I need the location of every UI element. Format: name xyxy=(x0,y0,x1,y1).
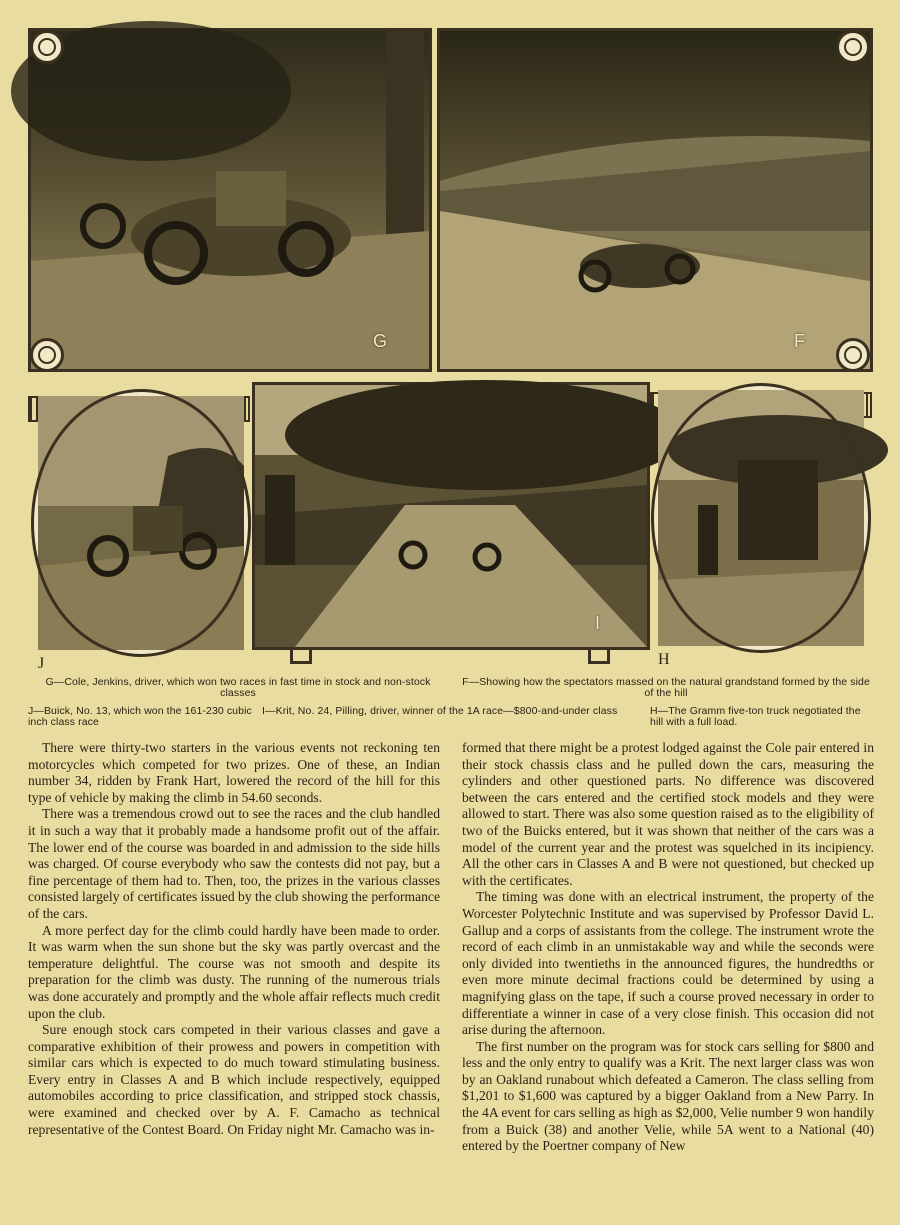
corner-ornament xyxy=(30,30,64,64)
photo-f xyxy=(437,28,873,372)
corner-ornament xyxy=(30,338,64,372)
text-column-left xyxy=(28,740,440,1138)
photo-g-image xyxy=(31,31,429,369)
photo-j xyxy=(34,392,248,672)
caption-f: F—Showing how the spectators massed on the natural grandstand formed by the side of the hill xyxy=(462,676,870,699)
paragraph: The timing was done with an electrical instrument, the property of the Worcester Polytechnic Institute and was supervised by Professor David L. Gallup and a corps of assistants from the college. The instrument wrote the record of each climb in an unmistakable way and while the seconds were only divided into twentieths in the announced figures, the hundredths or even more minute decimal fractions could be determined by using a magnifying glass on the tape, if such a course proved necessary in order to differentiate a winner in case of a very close finish. This occasion did not arise during the afternoon. xyxy=(462,889,874,1038)
frame-tab xyxy=(588,648,610,664)
photo-g xyxy=(28,28,432,372)
frame-tab xyxy=(290,648,312,664)
photo-letter: H xyxy=(658,651,670,668)
photo-h xyxy=(654,386,868,668)
photo-letter: F xyxy=(794,331,805,351)
corner-ornament xyxy=(836,338,870,372)
photo-letter: I xyxy=(595,613,601,633)
caption-i: I—Krit, No. 24, Pilling, driver, winner of the 1A race—$800-and-under class xyxy=(262,705,618,717)
paragraph: Sure enough stock cars competed in their various classes and gave a comparative exhibition of their prowess and powers in competition with similar cars which is expected to do much toward stimulating business. Every entry in Classes A and B which include respectively, equipped automobiles according to price classification, and stripped stock chassis, were examined and checked over by A. F. Camacho as technical representative of the Contest Board. On Friday night Mr. Camacho was in- xyxy=(28,1022,440,1137)
caption-g: G—Cole, Jenkins, driver, which won two races in fast time in stock and non-stock classes xyxy=(45,676,431,699)
text-column-right xyxy=(462,740,874,1155)
photo-i-image xyxy=(255,385,647,647)
photo-h-image xyxy=(658,390,864,646)
paragraph: There was a tremendous crowd out to see the races and the club handled it in such a way that it probably made a handsome profit out of the affair. The lower end of the course was boarded in and admission to the side hills was charged. Of course everybody who saw the contests did not pay, but a fine percentage of them had to. Then, too, the prizes in the various classes consisted largely of certificates issued by the club showing the performance of the cars. xyxy=(28,806,440,921)
photo-letter: G xyxy=(373,331,388,351)
photo-f-image xyxy=(440,31,870,369)
caption-j: J—Buick, No. 13, which won the 161-230 cubic inch class race xyxy=(28,705,252,728)
photo-letter: J xyxy=(38,655,45,672)
photo-j-image xyxy=(38,396,244,650)
paragraph: The first number on the program was for stock cars selling for $800 and less and the only entry to qualify was a Krit. The next larger class was won by an Oakland runabout which defeated a Cameron. The class selling from $1,201 to $1,600 was captured by a bigger Oakland from a New Parry. In the 4A event for cars selling as high as $2,000, Velie number 9 won handily from a Buick (38) and another Velie, while 5A went to a National (40) entered by the Poertner company of New xyxy=(462,1038,874,1154)
corner-ornament xyxy=(836,30,870,64)
paragraph: There were thirty-two starters in the various events not reckoning ten motorcycles which competed for two prizes. One of these, an Indian number 34, ridden by Frank Hart, lowered the record of the hill for this type of vehicle by making the climb in 54.60 seconds. xyxy=(28,740,440,805)
paragraph: A more perfect day for the climb could hardly have been made to order. It was warm when the sun shone but the sky was partly overcast and the temperature delightful. The course was not smooth and despite its preparation for the climb was dusty. The running of the numerous trials was done accurately and promptly and the whole affair reflects much credit upon the club. xyxy=(28,922,440,1021)
caption-h: H—The Gramm five-ton truck negotiated the hill with a full load. xyxy=(650,705,861,728)
photo-i xyxy=(252,382,650,650)
paragraph: formed that there might be a protest lodged against the Cole pair entered in their stock chassis class and he pulled down the cars, measuring the cylinders and other questioned parts. No difference was discovered between the cars entered and the certified stock models and they were allowed to start. There was also some question raised as to the eligibility of two of the Buicks entered, but it was shown that neither of the cars was a model of the current year and the protest was squelched in its incipiency. All the other cars in Classes A and B were not questioned, but checked up with the certificates. xyxy=(462,740,874,888)
